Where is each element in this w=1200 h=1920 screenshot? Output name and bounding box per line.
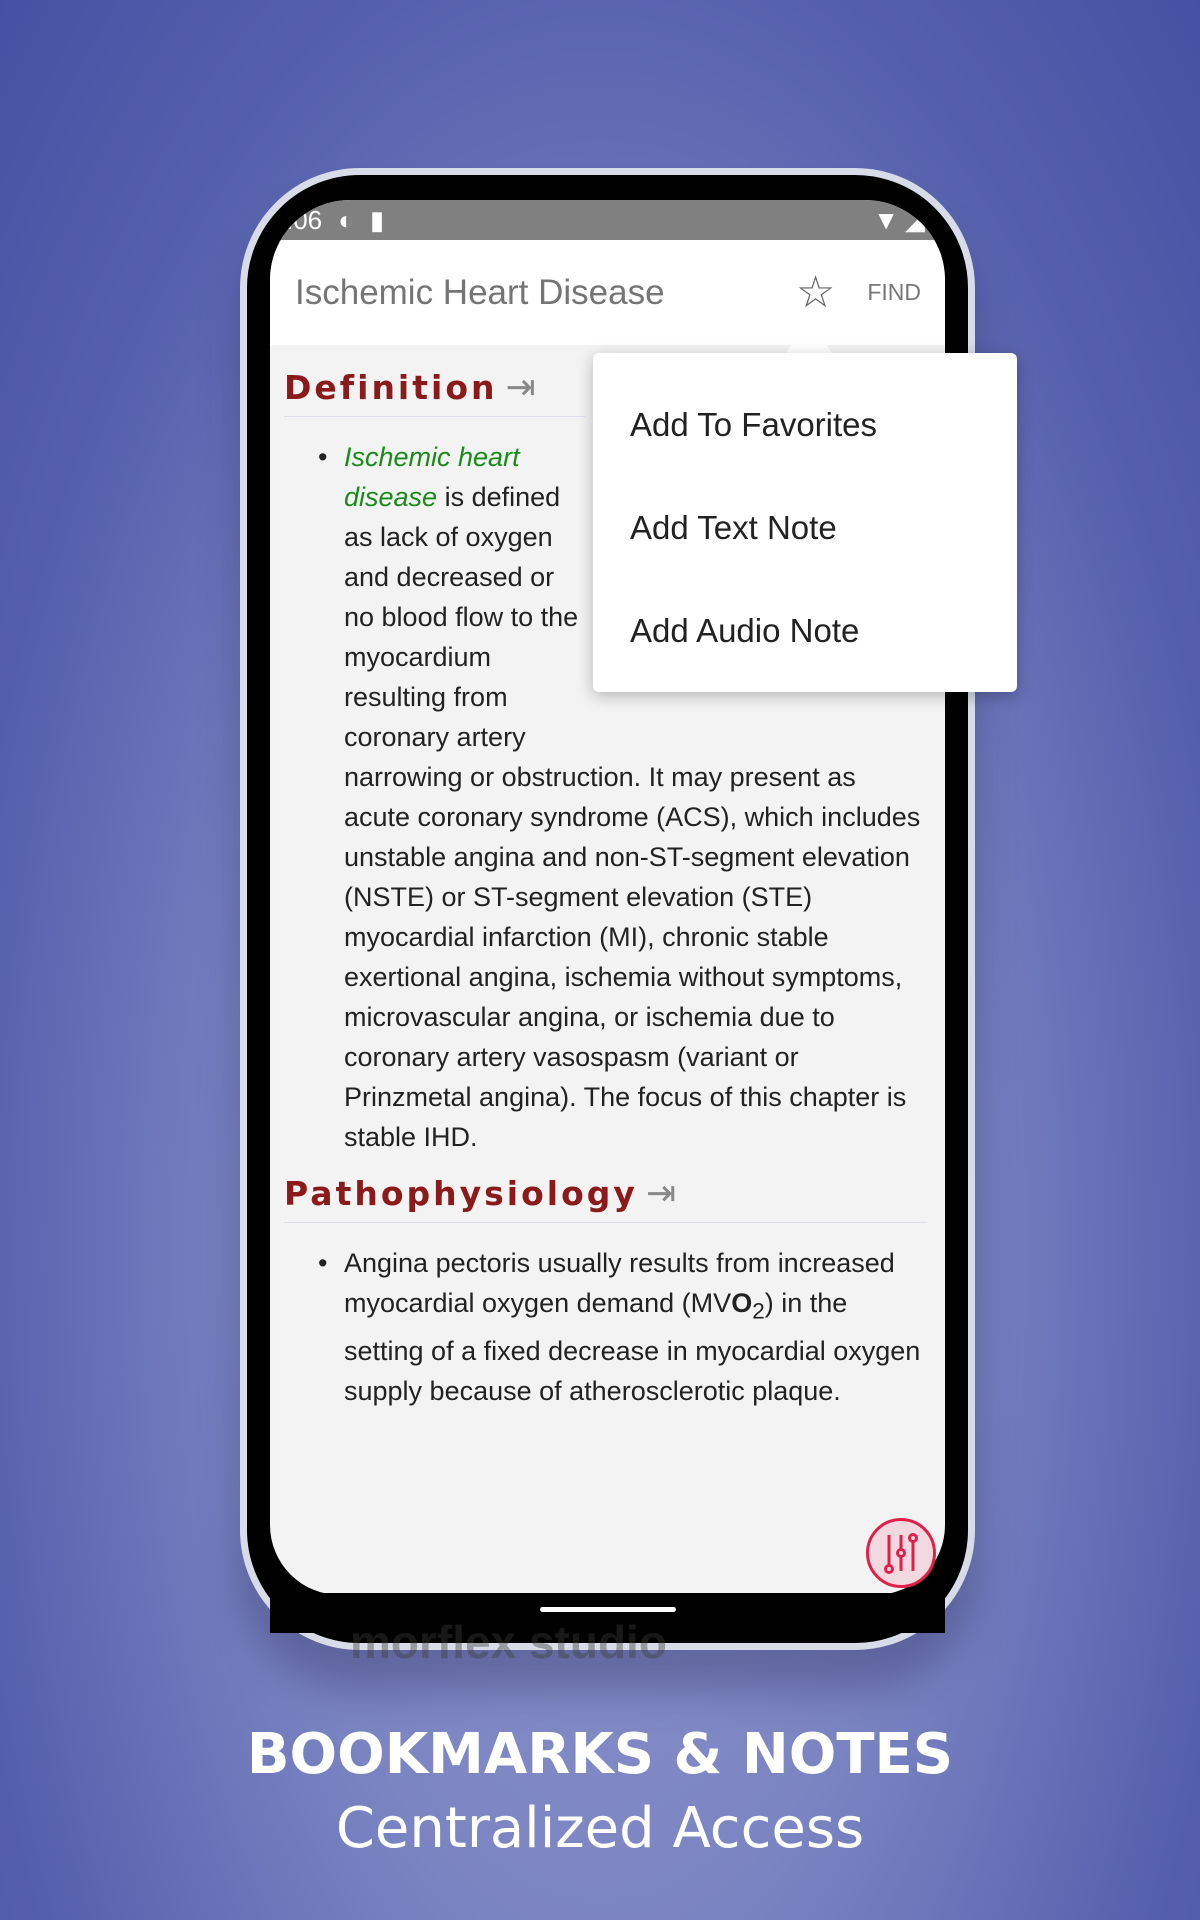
promo-subtitle: Centralized Access [335, 1796, 865, 1861]
subscript: 2 [752, 1298, 765, 1324]
section-heading-definition [284, 367, 585, 417]
sd-card-icon: ▮ [369, 204, 385, 235]
app-notification-icon: ◐ [338, 204, 354, 235]
bullet-text: is defined as lack of oxygen and decreased or no blood flow to the myocardium resulting from coronary artery narrowing or obstruction. It may present as acute coronary syndrome (ACS), which includes unstable angina and non-ST-segment elevation (NSTE) or ST-segment elevation (STE) myocardial infarction (MI), chronic stable exertional angina, ischemia without symptoms, microvascular angina, or ischemia due to coronary artery vasospasm (variant or Prinzmetal angina). The focus of this chapter is stable IHD. [344, 482, 921, 1152]
bullet-text-cont: ) in the setting of a fixed decrease in myocardial oxygen supply because of atherosclerotic plaque. [344, 1288, 921, 1407]
settings-sliders-button[interactable] [866, 1518, 936, 1588]
sliders-icon [881, 1531, 921, 1575]
jump-icon[interactable]: ⇥ [505, 367, 536, 408]
list-item [344, 1243, 927, 1411]
bullet-text: Angina pectoris usually results from increased myocardial oxygen demand (MV [344, 1248, 895, 1318]
bookmark-menu [593, 353, 1017, 692]
menu-arrow [784, 320, 834, 356]
status-time: .06 [286, 204, 323, 235]
star-icon[interactable]: ☆ [795, 268, 836, 317]
menu-item-add-text-note[interactable]: Add Text Note [630, 508, 837, 546]
home-indicator[interactable] [540, 1607, 676, 1612]
promo-title: BOOKMARKS & NOTES [246, 1722, 954, 1787]
menu-item-add-to-favorites[interactable]: Add To Favorites [630, 405, 878, 443]
find-button[interactable]: FIND [867, 279, 921, 305]
jump-icon[interactable]: ⇥ [645, 1173, 677, 1214]
section-heading-pathophysiology [284, 1173, 927, 1223]
watermark: morflex studio [350, 1616, 667, 1668]
status-bar [270, 200, 945, 240]
page-title: Ischemic Heart Disease [295, 272, 665, 312]
wifi-icon: ▼ [873, 204, 899, 235]
signal-icon: ◢ [905, 204, 925, 235]
highlight-term: Ischemic heart disease [344, 442, 520, 512]
menu-item-add-audio-note[interactable]: Add Audio Note [630, 611, 860, 649]
heading-text: Pathophysiology [284, 1174, 638, 1213]
app-bar [270, 240, 945, 345]
heading-text: Definition [284, 368, 498, 407]
o2-text: O [731, 1288, 753, 1318]
